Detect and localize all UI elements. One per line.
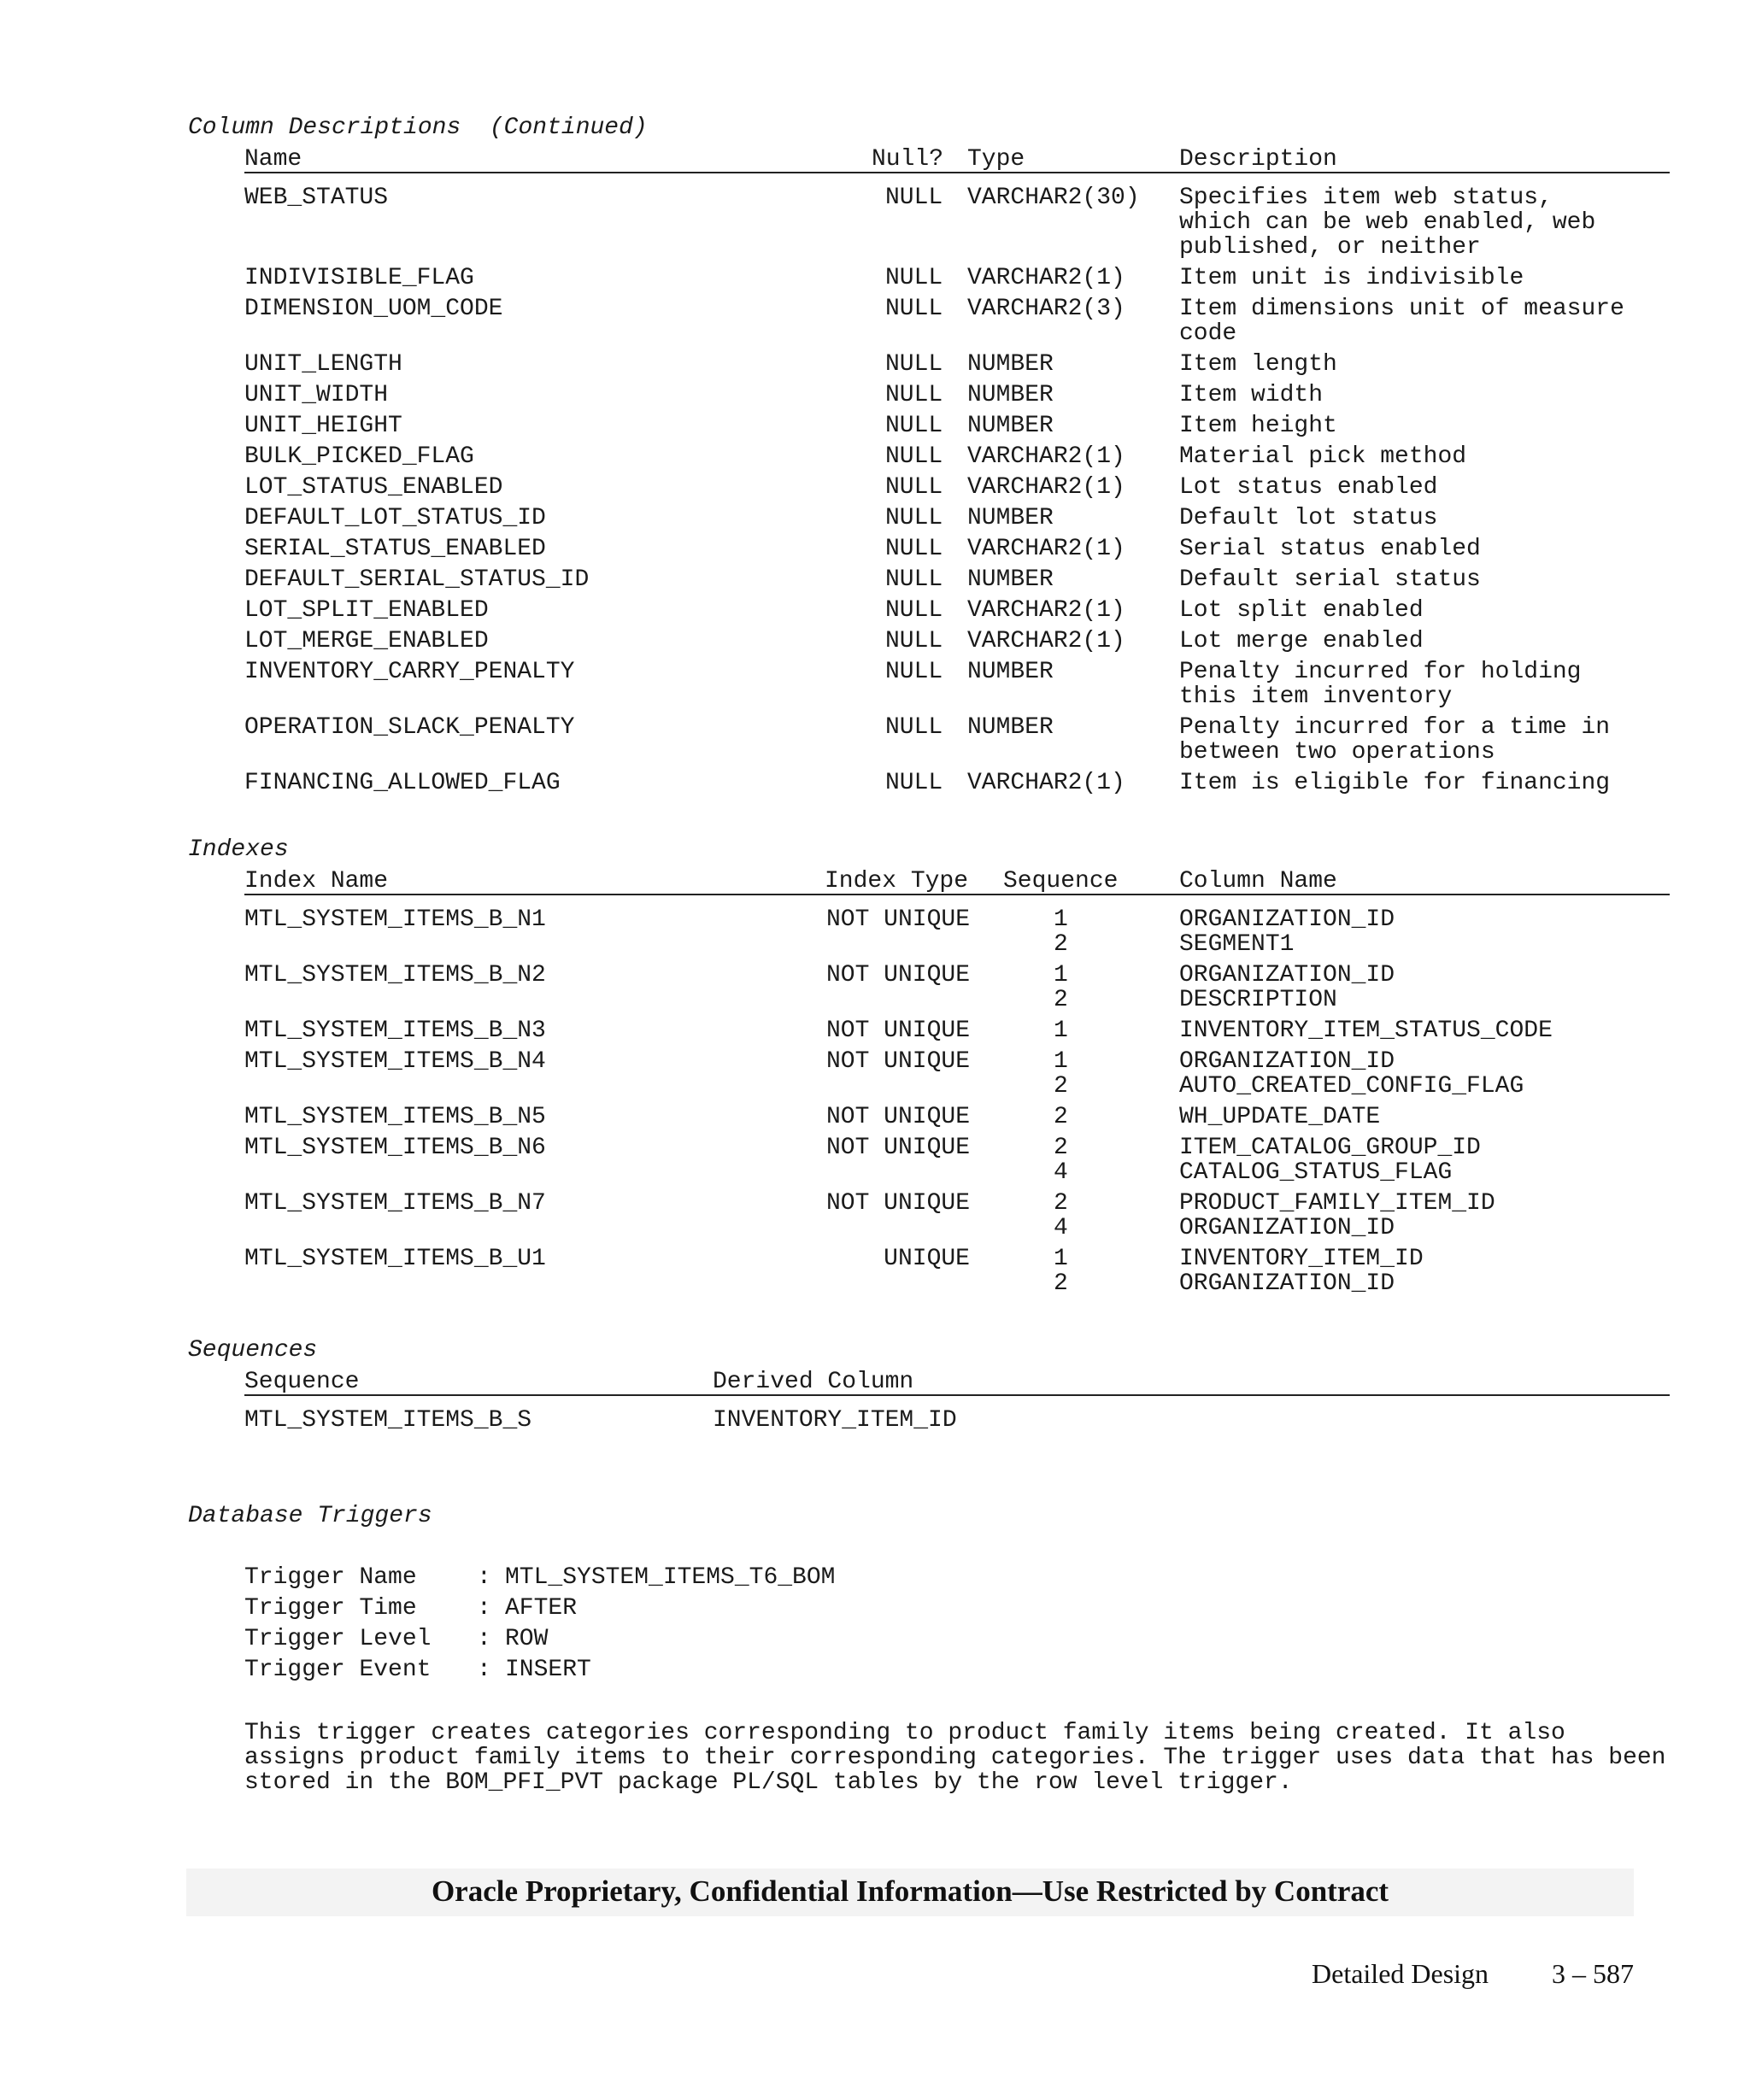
column-name: LOT_SPLIT_ENABLED	[244, 597, 489, 624]
index-name: MTL_SYSTEM_ITEMS_B_N6	[244, 1135, 546, 1161]
column-null: NULL	[885, 265, 943, 291]
column-null: NULL	[885, 351, 943, 378]
index-column-name: ORGANIZATION_ID AUTO_CREATED_CONFIG_FLAG	[1179, 1048, 1524, 1100]
column-description: Penalty incurred for holding this item inventory	[1179, 659, 1582, 710]
column-name: UNIT_WIDTH	[244, 382, 389, 408]
column-type: NUMBER	[967, 413, 1054, 439]
column-type: VARCHAR2(1)	[967, 474, 1125, 501]
column-description: Default serial status	[1179, 566, 1481, 593]
column-type: VARCHAR2(3)	[967, 296, 1125, 322]
trigger-field-separator: :	[477, 1657, 491, 1683]
column-description: Item dimensions unit of measure code	[1179, 296, 1624, 347]
sequences-rule	[244, 1394, 1670, 1396]
idx-header-column-name: Column Name	[1179, 868, 1337, 895]
idx-header-sequence: Sequence	[1003, 868, 1119, 895]
index-sequence: 1	[1054, 1018, 1068, 1044]
column-name: DIMENSION_UOM_CODE	[244, 296, 503, 322]
seq-header-sequence: Sequence	[244, 1369, 360, 1395]
trigger-field-separator: :	[477, 1626, 491, 1652]
index-name: MTL_SYSTEM_ITEMS_B_N1	[244, 906, 546, 933]
column-descriptions-heading: Column Descriptions (Continued)	[188, 114, 648, 141]
column-null: NULL	[885, 474, 943, 501]
index-column-name: ORGANIZATION_ID DESCRIPTION	[1179, 962, 1395, 1013]
indexes-heading: Indexes	[188, 836, 289, 863]
trigger-field-label: Trigger Name	[244, 1564, 417, 1591]
column-name: INVENTORY_CARRY_PENALTY	[244, 659, 575, 685]
index-column-name: ORGANIZATION_ID SEGMENT1	[1179, 906, 1395, 958]
column-description: Lot merge enabled	[1179, 628, 1424, 654]
column-null: NULL	[885, 505, 943, 531]
index-column-name: WH_UPDATE_DATE	[1179, 1104, 1381, 1130]
column-name: DEFAULT_SERIAL_STATUS_ID	[244, 566, 590, 593]
column-description: Serial status enabled	[1179, 536, 1481, 562]
trigger-field-value: MTL_SYSTEM_ITEMS_T6_BOM	[505, 1564, 836, 1591]
column-name: INDIVISIBLE_FLAG	[244, 265, 474, 291]
index-column-name: INVENTORY_ITEM_STATUS_CODE	[1179, 1018, 1553, 1044]
column-description: Lot status enabled	[1179, 474, 1438, 501]
column-type: NUMBER	[967, 566, 1054, 593]
index-sequence: 2	[1054, 1104, 1068, 1130]
column-name: BULK_PICKED_FLAG	[244, 443, 474, 470]
page-number: 3 – 587	[1552, 1958, 1634, 1989]
column-name: UNIT_LENGTH	[244, 351, 402, 378]
column-name: DEFAULT_LOT_STATUS_ID	[244, 505, 546, 531]
column-type: NUMBER	[967, 659, 1054, 685]
index-column-name: ITEM_CATALOG_GROUP_ID CATALOG_STATUS_FLAG	[1179, 1135, 1481, 1186]
index-sequence: 2 4	[1054, 1135, 1068, 1186]
trigger-description: This trigger creates categories corresponding to product family items being created. It also assigns product family items to their corresponding categories. The trigger uses data that has been stored in the BOM_PFI_PVT package PL/SQL tables by the row level trigger.	[244, 1720, 1666, 1796]
sequence-name: MTL_SYSTEM_ITEMS_B_S	[244, 1407, 532, 1434]
column-null: NULL	[885, 185, 943, 211]
column-name: OPERATION_SLACK_PENALTY	[244, 714, 575, 741]
column-description: Material pick method	[1179, 443, 1467, 470]
index-sequence: 1 2	[1054, 962, 1068, 1013]
column-description: Default lot status	[1179, 505, 1438, 531]
column-null: NULL	[885, 566, 943, 593]
column-type: VARCHAR2(1)	[967, 597, 1125, 624]
index-name: MTL_SYSTEM_ITEMS_B_N7	[244, 1190, 546, 1217]
column-description: Item width	[1179, 382, 1324, 408]
trigger-field-value: AFTER	[505, 1595, 578, 1622]
index-type: NOT UNIQUE	[825, 962, 970, 988]
index-name: MTL_SYSTEM_ITEMS_B_N2	[244, 962, 546, 988]
trigger-field-value: ROW	[505, 1626, 549, 1652]
column-null: NULL	[885, 443, 943, 470]
col-header-description: Description	[1179, 146, 1337, 173]
column-name: FINANCING_ALLOWED_FLAG	[244, 770, 561, 796]
seq-header-derived-column: Derived Column	[713, 1369, 914, 1395]
index-type: NOT UNIQUE	[825, 906, 970, 933]
index-name: MTL_SYSTEM_ITEMS_B_N3	[244, 1018, 546, 1044]
column-description: Specifies item web status, which can be web enabled, web published, or neither	[1179, 185, 1596, 261]
sequences-heading: Sequences	[188, 1337, 318, 1364]
column-type: VARCHAR2(1)	[967, 536, 1125, 562]
indexes-rule	[244, 894, 1670, 895]
column-type: VARCHAR2(1)	[967, 265, 1125, 291]
column-type: NUMBER	[967, 351, 1054, 378]
column-name: WEB_STATUS	[244, 185, 389, 211]
column-description: Lot split enabled	[1179, 597, 1424, 624]
index-column-name: PRODUCT_FAMILY_ITEM_ID ORGANIZATION_ID	[1179, 1190, 1495, 1241]
index-type: NOT UNIQUE	[825, 1104, 970, 1130]
column-type: VARCHAR2(1)	[967, 628, 1125, 654]
column-null: NULL	[885, 659, 943, 685]
column-null: NULL	[885, 382, 943, 408]
confidential-notice: Oracle Proprietary, Confidential Information––Use Restricted by Contract	[431, 1874, 1389, 1908]
index-column-name: INVENTORY_ITEM_ID ORGANIZATION_ID	[1179, 1246, 1424, 1297]
column-name: SERIAL_STATUS_ENABLED	[244, 536, 546, 562]
col-header-type: Type	[967, 146, 1025, 173]
index-type: NOT UNIQUE	[825, 1048, 970, 1075]
trigger-field-value: INSERT	[505, 1657, 591, 1683]
col-header-name: Name	[244, 146, 302, 173]
column-type: NUMBER	[967, 714, 1054, 741]
index-sequence: 2 4	[1054, 1190, 1068, 1241]
column-description: Item unit is indivisible	[1179, 265, 1524, 291]
index-sequence: 1 2	[1054, 1246, 1068, 1297]
index-type: UNIQUE	[884, 1246, 970, 1272]
sequence-derived-column: INVENTORY_ITEM_ID	[713, 1407, 957, 1434]
column-null: NULL	[885, 536, 943, 562]
index-type: NOT UNIQUE	[825, 1190, 970, 1217]
index-type: NOT UNIQUE	[825, 1018, 970, 1044]
column-description: Item is eligible for financing	[1179, 770, 1611, 796]
column-null: NULL	[885, 770, 943, 796]
column-description: Item length	[1179, 351, 1337, 378]
column-description: Item height	[1179, 413, 1337, 439]
index-name: MTL_SYSTEM_ITEMS_B_N5	[244, 1104, 546, 1130]
column-null: NULL	[885, 714, 943, 741]
trigger-field-separator: :	[477, 1595, 491, 1622]
trigger-field-separator: :	[477, 1564, 491, 1591]
column-type: VARCHAR2(1)	[967, 770, 1125, 796]
index-name: MTL_SYSTEM_ITEMS_B_U1	[244, 1246, 546, 1272]
column-descriptions-rule	[244, 172, 1670, 173]
column-type: NUMBER	[967, 505, 1054, 531]
idx-header-index-name: Index Name	[244, 868, 389, 895]
section-title: Detailed Design	[1312, 1958, 1489, 1989]
column-description: Penalty incurred for a time in between two operations	[1179, 714, 1611, 766]
column-null: NULL	[885, 628, 943, 654]
idx-header-index-type: Index Type	[825, 868, 969, 895]
column-type: VARCHAR2(30)	[967, 185, 1140, 211]
column-null: NULL	[885, 296, 943, 322]
col-header-null: Null?	[872, 146, 944, 173]
column-null: NULL	[885, 413, 943, 439]
column-type: VARCHAR2(1)	[967, 443, 1125, 470]
index-type: NOT UNIQUE	[825, 1135, 970, 1161]
index-name: MTL_SYSTEM_ITEMS_B_N4	[244, 1048, 546, 1075]
trigger-field-label: Trigger Time	[244, 1595, 417, 1622]
trigger-field-label: Trigger Level	[244, 1626, 432, 1652]
index-sequence: 1 2	[1054, 1048, 1068, 1100]
triggers-heading: Database Triggers	[188, 1503, 432, 1529]
column-name: LOT_MERGE_ENABLED	[244, 628, 489, 654]
index-sequence: 1 2	[1054, 906, 1068, 958]
column-name: LOT_STATUS_ENABLED	[244, 474, 503, 501]
column-type: NUMBER	[967, 382, 1054, 408]
column-name: UNIT_HEIGHT	[244, 413, 402, 439]
column-null: NULL	[885, 597, 943, 624]
trigger-field-label: Trigger Event	[244, 1657, 432, 1683]
